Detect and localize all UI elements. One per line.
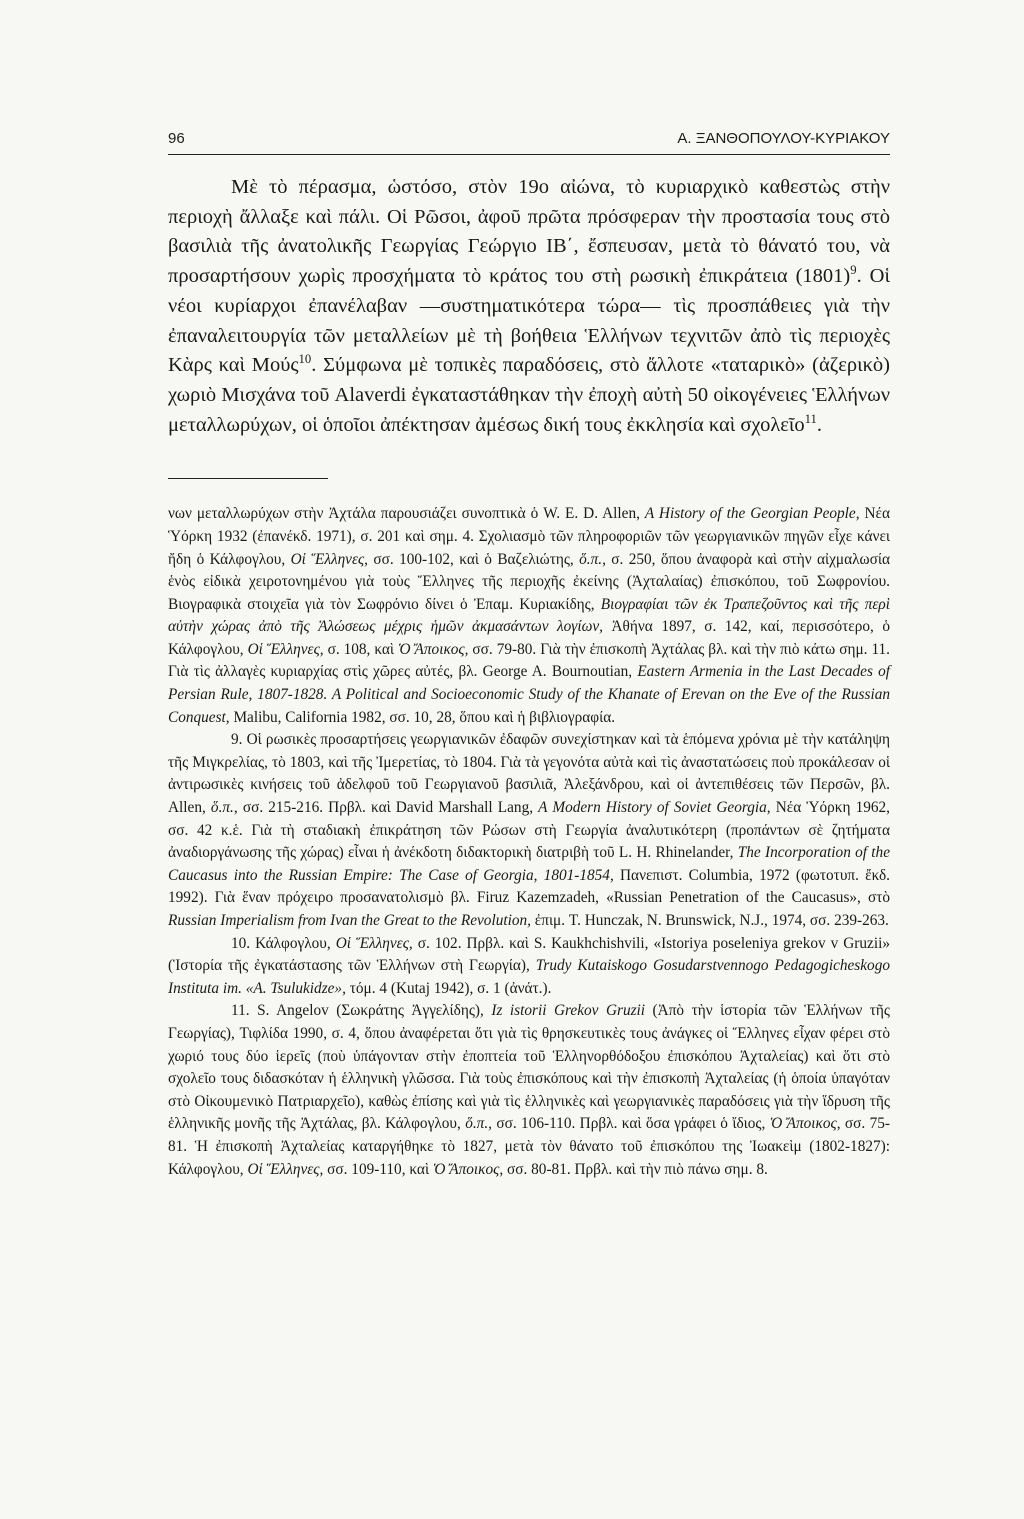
main-text-part: . Οἱ νέοι κυρίαρχοι ἐπανέλαβαν —συστηματικότερα τώρα— τὶς προσπάθειες γιὰ τὴν ἐπαναλειτουργία τῶν μεταλλείων μὲ τὴ βοήθεια Ἑλλήνων τεχνιτῶν ἀπὸ τὶς περιοχὲς Κὰρς καὶ Μούς: [168, 265, 891, 377]
running-author: Α. ΞΑΝΘΟΠΟΥΛΟΥ-ΚΥΡΙΑΚΟΥ: [677, 130, 890, 147]
footnote-text: 9. Οἱ ρωσικὲς προσαρτήσεις γεωργιανικῶν ἐδαφῶν συνεχίστηκαν καὶ τὰ ἑπόμενα χρόνια μὲ τὴν κατάληψη τῆς Μιγκρελίας, τὸ 1803, καὶ τῆς Ἰμερετίας, τὸ 1804. Γιὰ τὰ γεγονότα αὐτὰ καὶ τὶς ἀναστατώσεις ποὺ προκάλεσαν οἱ ἀντιρωσικὲς κινήσεις τοῦ ἀδελφοῦ τοῦ Γεωργιανοῦ βασιλιᾶ, Ἀλεξάνδρου, καὶ οἱ ἀντεπιθέσεις τῶν Περσῶν, βλ. Allen,: [168, 731, 890, 817]
footnote-text: σσ. 100-102, καὶ ὁ Βαζελιώτης,: [368, 550, 580, 568]
footnote-9: [168, 729, 890, 932]
footnote-title: A History of the Georgian People,: [644, 505, 860, 523]
footnote-title: Οἱ Ἕλληνες,: [290, 550, 369, 568]
footnote-text: Malibu, California 1982, σσ. 10, 28, ὅπου καὶ ἡ βιβλιογραφία.: [229, 708, 616, 726]
footnote-title: Eastern Armenia in the Last Decades of Persian Rule, 1807-1828. A Political and Socioeconomic Study of the Khanate of Erevan on the Eve of the Russian Conquest,: [168, 663, 890, 726]
footnote-title: Οἱ Ἕλληνες,: [247, 640, 324, 658]
footnote-title: Ὁ Ἄποικος,: [769, 1115, 841, 1133]
footnote-title: Οἱ Ἕλληνες,: [247, 1160, 324, 1178]
footnote-text: τόμ. 4 (Kutaj 1942), σ. 1 (ἀνάτ.).: [345, 979, 552, 997]
page: [168, 130, 890, 1181]
footnote-text: Νέα Ὑόρκη 1932 (ἐπανέκδ. 1971), σ. 201 καὶ σημ. 4. Σχολιασμὸ τῶν πληροφοριῶν τῶν γεωργιανικῶν πηγῶν εἶχε κάνει ἤδη ὁ Κάλφογλου,: [168, 505, 890, 568]
footnote-text: ἐπιμ. T. Hunczak, N. Brunswick, N.J., 1974, σσ. 239-263.: [530, 912, 889, 930]
footnote-text: σ. 102. Πρβλ. καὶ S. Kaukhchishvili, «Istoriya poseleniya grekov v Gruzii» (Ἱστορία τῆς ἐγκατάστασης τῶν Ἑλλήνων στὴ Γεωργία),: [168, 934, 890, 975]
footnote-text: σσ. 79-80. Γιὰ τὴν ἐπισκοπὴ Ἀχτάλας βλ. καὶ τὴν πιὸ κάτω σημ. 11. Γιὰ τὶς ἀλλαγὲς κυριαρχίας στὶς χῶρες αὐτές, βλ. George A. Bournoutian,: [168, 640, 891, 681]
footnote-continuation: [168, 503, 890, 729]
footnote-title: The Incorporation of the Caucasus into the Russian Empire: The Case of Georgia, 1801-1854,: [168, 844, 890, 884]
main-text: [168, 173, 890, 440]
page-number: 96: [168, 130, 185, 147]
footnote-title: Russian Imperialism from Ivan the Great to the Revolution,: [168, 912, 531, 930]
footnote-11: [168, 1000, 890, 1181]
footnote-text: 11. S. Angelov (Σωκράτης Ἀγγελίδης),: [231, 1002, 492, 1020]
footnote-text: σ. 250, ὅπου ἀναφορὰ καὶ στὴν αἰχμαλωσία ἑνὸς εἰδικὰ χειροτονημένου γιὰ τοὺς Ἕλληνες τῆς περιοχῆς ἐκείνης (Ἀχταλαίας) ἐπισκόπου, τοῦ Σωφρονίου. Βιογραφικὰ στοιχεῖα γιὰ τὸν Σωφρόνιο δίνει ὁ Ἐπαμ. Κυριακίδης,: [168, 550, 890, 613]
footnote-separator: [168, 478, 328, 479]
footnote-text: σσ. 75-81. Ἡ ἐπισκοπὴ Ἀχταλείας καταργήθηκε τὸ 1827, μετὰ τὸν θάνατο τοῦ ἐπισκόπου της Ἰωακεὶμ (1802-1827): Κάλφογλου,: [168, 1115, 891, 1178]
footnotes: [168, 503, 890, 1181]
footnote-title: Ὁ Ἄποικος,: [398, 640, 469, 658]
footnote-title: ὅ.π.,: [465, 1115, 492, 1133]
footnote-10: [168, 933, 890, 1001]
footnote-title: ὅ.π.,: [210, 799, 238, 817]
footnote-text: σσ. 106-110. Πρβλ. καὶ ὅσα γράφει ὁ ἴδιος,: [491, 1115, 770, 1133]
footnote-title: Trudy Kutaiskogo Gosudarstvennogo Pedagogicheskogo Instituta im. «A. Tsulukidze»,: [168, 957, 890, 997]
main-paragraph: [168, 173, 890, 440]
main-text-part: Μὲ τὸ πέρασμα, ὡστόσο, στὸν 19ο αἰώνα, τὸ κυριαρχικὸ καθεστὼς στὴν περιοχὴ ἄλλαξε καὶ πάλι. Οἱ Ρῶσοι, ἀφοῦ πρῶτα πρόσφεραν τὴν προστασία τους στὸ βασιλιὰ τῆς ἀνατολικῆς Γεωργίας Γεώργιο ΙΒ΄, ἔσπευσαν, μετὰ τὸ θάνατό του, νὰ προσαρτήσουν χωρὶς προσχήματα τὸ κράτος του στὴ ρωσικὴ ἐπικράτεια (1801): [168, 176, 890, 288]
footnote-ref-9: 9: [850, 263, 857, 278]
footnote-title: Οἱ Ἕλληνες,: [335, 934, 413, 952]
main-text-part: .: [816, 413, 823, 436]
main-text-part: . Σύμφωνα μὲ τοπικὲς παραδόσεις, στὸ ἄλλοτε «ταταρικὸ» (ἀζερικὸ) χωριὸ Μισχάνα τοῦ Alaverdi ἐγκαταστάθηκαν τὴν ἐποχὴ αὐτὴ 50 οἰκογένειες Ἑλλήνων μεταλλωρύχων, οἱ ὁποῖοι ἀπέκτησαν ἀμέσως δική τους ἐκκλησία καὶ σχολεῖο: [168, 354, 890, 436]
footnote-text: (Ἀπὸ τὴν ἱστορία τῶν Ἑλλήνων τῆς Γεωργίας), Τιφλίδα 1990, σ. 4, ὅπου ἀναφέρεται ὅτι γιὰ τὶς θρησκευτικὲς τους ἀνάγκες οἱ Ἕλληνες εἶχαν φέρει στὸ χωριό τους δύο ἱερεῖς (ποὺ ὑπάγονταν στὴν ἐποπτεία τοῦ Ἑλληνορθόδοξου ἐπισκόπου Ἀχταλείας) καὶ ὅτι στὸ σχολεῖο τους διδασκόταν ἡ ἑλληνικὴ γλῶσσα. Γιὰ τοὺς ἐπισκόπους καὶ τὴν ἐπισκοπὴ Ἀχταλείας (ἡ ὁποία ὑπαγόταν στὸ Οἰκουμενικὸ Πατριαρχεῖο), καθὼς ἐπίσης καὶ γιὰ τὶς ἑλληνικὲς καὶ γεωργιανικὲς παραδόσεις γιὰ τὴν ἵδρυση τῆς ἑλληνικῆς μονῆς τῆς Ἀχτάλας, βλ. Κάλφογλου,: [168, 1002, 890, 1133]
footnote-title: Ὁ Ἄποικος,: [432, 1160, 504, 1178]
footnote-title: A Modern History of Soviet Georgia,: [538, 799, 771, 817]
running-header: [168, 130, 890, 155]
footnote-text: Ἀθήνα 1897, σ. 142, καί, περισσότερο, ὁ Κάλφογλου,: [168, 618, 890, 658]
footnote-text: σσ. 80-81. Πρβλ. καὶ τὴν πιὸ πάνω σημ. 8.: [503, 1160, 768, 1178]
footnote-text: 10. Κάλφογλου,: [231, 934, 336, 952]
footnote-text: νων μεταλλωρύχων στὴν Ἀχτάλα παρουσιάζει συνοπτικὰ ὁ W. E. D. Allen,: [168, 505, 645, 523]
footnote-title: ὅ.π.,: [579, 550, 606, 568]
footnote-text: σ. 108, καὶ: [323, 640, 399, 658]
footnote-ref-10: 10: [298, 352, 312, 367]
footnote-text: Νέα Ὑόρκη 1962, σσ. 42 κ.ἑ. Γιὰ τὴ σταδιακὴ ἐπικράτηση τῶν Ρώσων στὴ Γεωργία ἀναλυτικότερη (προπάντων σὲ ζητήματα ἀναδιοργάνωσης τῆς χώρας) εἶναι ἡ ἀνέκδοτη διδακτορικὴ διατριβὴ τοῦ L. H. Rhinelander,: [168, 799, 890, 862]
footnote-title: Βιογραφίαι τῶν ἐκ Τραπεζοῦντος καὶ τῆς περὶ αὐτὴν χώρας ἀπὸ τῆς Ἁλώσεως μέχρις ἡμῶν ἀκμασάντων λογίων,: [168, 595, 890, 636]
footnote-title: Iz istorii Grekov Gruzii: [491, 1002, 646, 1020]
footnote-text: Πανεπιστ. Columbia, 1972 (φωτοτυπ. ἔκδ. 1992). Γιὰ ἕναν πρόχειρο προσανατολισμὸ βλ. Firuz Kazemzadeh, «Russian Penetration of the Caucasus», στὸ: [168, 866, 890, 907]
footnote-text: σσ. 215-216. Πρβλ. καὶ David Marshall Lang,: [237, 799, 539, 817]
footnote-ref-11: 11: [804, 411, 817, 426]
footnote-text: σσ. 109-110, καὶ: [323, 1160, 433, 1178]
